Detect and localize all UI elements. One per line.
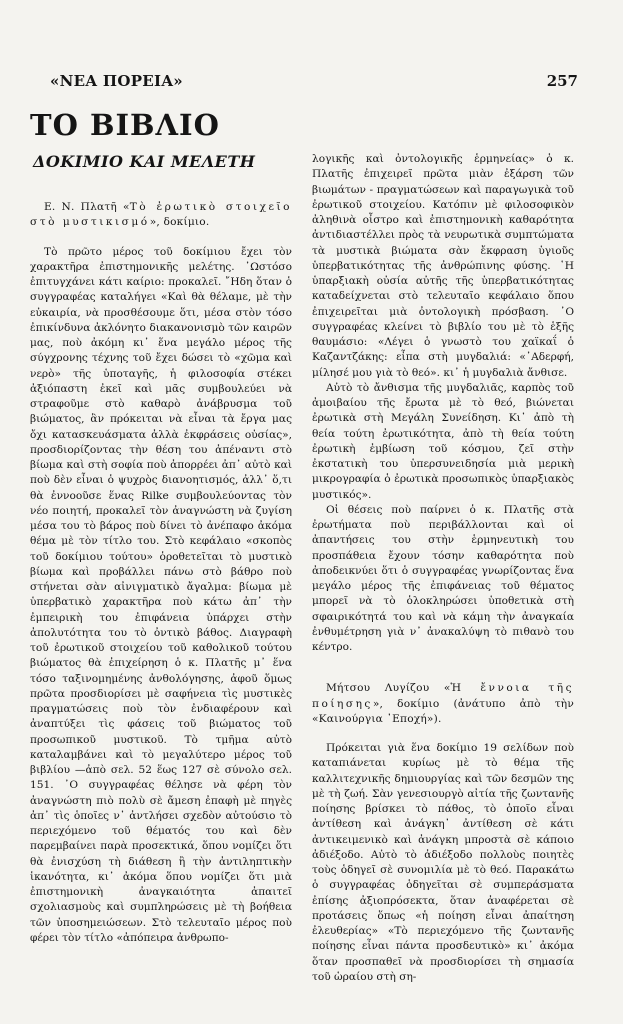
review2-heading [312,681,574,727]
review1-paragraph-2: λογικῆς καὶ ὀντολογικῆς ἑρμηνείας» ὁ κ. Πλατῆς ἐπιχειρεῖ πρῶτα μιὰν ἐξάρση τῶν βιωμάτων - πραγματώσεων καὶ παραγωγικὰ τοῦ ἐρωτικοῦ στοιχείου. Κατόπιν μὲ φιλοσοφικὸν ἀληθινὰ οἶστρο καὶ ἐπιστημονικὴ καθαρότητα ἀντιδιαστέλλει πρὸς τὰ νευρωτικὰ συμπτώματα τὰ μυστικὰ βιώματα σὰν ἔκφραση ὑγιοῦς ὑπερβατικότητας τῆς ἀνθρώπινης φύσης. ῾Η ὑπαρξιακὴ οὐσία αὐτῆς τῆς ὑπερβατικότητας καταδείχνεται στὸ τελευταῖο κεφάλαιο ὅπου ἐπιχειρεῖται μιὰ ὀντολογικὴ πρόσβαση. ᾽Ο συγγραφέας κλείνει τὸ βιβλίο του μὲ τὸ ἑξῆς θαυμάσιο: «Λέγει ὁ γνωστὸ του χαϊκαΐ ὁ Καζαντζάκης: εἶπα στὴ μυγδαλιά: «᾽Αδερφή, μίλησέ μου γιὰ τὸ θεό». κι᾽ ἡ μυγδαλιὰ ἄνθισε. [312,153,574,379]
page-header [50,72,578,92]
review1-paragraph-3: Αὐτὸ τὸ ἄνθισμα τῆς μυγδαλιᾶς, καρπὸς τοῦ ἀμοιβαίου τῆς ἔρωτα μὲ τὸ θεό, βιώνεται ἐρωτικὰ στὴ Μεγάλη Συνείδηση. Κι᾽ ἀπὸ τὴ θεία τούτη ἐρωτικότητα, ἀπὸ τὴ θεία τούτη ἐρωτικὴ ἐμβίωση τοῦ κόσμου, ζεῖ στὴν ἐκστατικὴ του ὑπερσυνειδησία μιὰ μερικὴ μικρογραφία ὁ ἐρωτικὰ προσωπικὸς ὑπαρξιακὸς μυστικός». [312,381,574,501]
review1-heading [30,200,292,231]
review1-author: Ε. Ν. Πλατῆ « [44,201,130,213]
review2-work-title: Ἡ ἔννοια τῆς ποίησης [312,682,575,710]
review1-work-title: Τὸ ἐρωτικὸ στοιχεῖο στὸ μυστικισμό [30,201,292,229]
section-subtitle: ΔΟΚΙΜΙΟ ΚΑΙ ΜΕΛΕΤΗ [33,152,256,171]
page-number: 257 [546,72,578,90]
right-column [312,152,574,985]
review2-paragraph-1: Πρόκειται γιὰ ἕνα δοκίμιο 19 σελίδων ποὺ καταπιάνεται κυρίως μὲ τὸ θέμα τῆς καλλιτεχνικῆς δημιουργίας καὶ τῶν δεσμῶν της μὲ τὴ ζωή. Σὰν γενεσιουργὸ αἰτία τῆς ζωντανῆς ποίησης βρίσκει τὸ πάθος, τὸ ὁποῖο εἶναι ἀντίθεση καὶ ἀνάγκη᾽ ἀντίθεση σὲ κάτι ἀντικειμενικὸ καὶ ἀνάγκη μπροστὰ σὲ κάποιο ἀδιέξοδο. Αὐτὸ τὸ ἀδιέξοδο πολλοὺς ποιητὲς τοὺς ὁδηγεῖ σὲ συνομιλία μὲ τὸ θεό. Παρακάτω ὁ συγγραφέας ὁδηγεῖται σὲ συμπεράσματα ἐπίσης ἀξιοπρόσεκτα, ὅταν ἀναφέρεται σὲ προτάσεις ὅπως «ἡ ποίηση εἶναι ἀπαίτηση ἐλευθερίας» «Τὸ περιεχόμενο τῆς ζωντανῆς ποίησης εἶναι πάντα προσδευτικὸ» κι᾽ ἀκόμα ὅταν προσπαθεῖ νὰ προσδιορίσει τὴ σημασία τοῦ ὡραίου στὴ ση- [312,742,574,983]
review1-paragraph-4: Οἱ θέσεις ποὺ παίρνει ὁ κ. Πλατῆς στὰ ἐρωτήματα ποὺ περιβάλλονται καὶ οἱ ἀπαντήσεις του στὴν ἑρμηνευτικὴ του προσπάθεια ἔχουν τόσην καθαρότητα ποὺ ἀποδεικνύει ὅτι ὁ συγγραφέας γνωρίζοντας ἕνα μεγάλο μέρος τῆς ἐπιφάνειας τοῦ θέματος μπορεῖ νὰ τὸ ὁλοκληρώσει ὑποθετικὰ στὴ σφαιρικότητά του καὶ νὰ κάμη τὴν ἀναγκαία ἐνθυμέτρηση γιὰ ν᾽ ἀνακαλύψη τὸ πιθανὸ του κέντρο. [312,503,574,653]
journal-name: «ΝΕΑ ΠΟΡΕΙΑ» [50,72,183,90]
section-title: ΤΟ ΒΙΒΛΙΟ [30,108,220,142]
review2-author: Μήτσου Λυγίζου « [326,682,451,695]
review1-genre: », δοκίμιο. [149,216,210,229]
left-column [30,200,292,946]
review1-paragraph-1: Τὸ πρῶτο μέρος τοῦ δοκίμιου ἔχει τὸν χαρακτῆρα ἐπιστημονικῆς μελέτης. ᾽Ωστόσο ἐπιτυγχάνει κάτι καίριο: προκαλεῖ. ῎Ηδη ὅταν ὁ συγγραφέας καταλήγει «Καὶ θὰ θέλαμε, μὲ τὴν εὐκαιρία, νὰ προσθέσουμε ὅτι, μέσα στὸν τόσο ἐπικίνδυνα ἀκλόνητο διακανονισμὸ τῶν καιρῶν μας, ποὺ ἀκόμη κι᾽ ἕνα μεγάλο μέρος τῆς σύγχρονης τέχνης τοῦ ἔχει δώσει τὸ «χῶμα καὶ νερὸ» τῆς ὑποταγῆς, ἡ φιλοσοφία στέκει ἀξιόπαστη ἐκεῖ καὶ μᾶς συμβουλεύει νὰ στραφοῦμε στὸ καθαρὸ ἀνάβρυσμα τοῦ βιώματος, ἂν πρόκειται νὰ εἶναι τὰ ἔργα μας ὄχι κατασκευάσματα ἀλλὰ ἐκφράσεις οὐσίας», προσδιορίζοντας τὴν θέση του ἀπέναντι στὸ βίωμα καὶ στὴ σοφία ποὺ ἀπορρέει ἀπ᾽ αὐτὸ καὶ ποὺ δὲν εἶναι ὁ ψυχρὸς διανοητισμός, ἀλλ᾽ ὅ,τι θὰ ἐννοοῦσε ἕνας Rilke συμβουλεύοντας τὸν νέο ποιητή, προκαλεῖ τὸν ἀναγνώστη νὰ ζυγίση μέσα του τὸ βάρος ποὺ δίνει τὸ ἀνέπαφο ἀκόμα θέμα μὲ τὸν τίτλο του. Στὸ κεφάλαιο «σκοπὸς τοῦ δοκίμιου τούτου» ὁροθετεῖται τὸ μυστικὸ βίωμα καὶ προβάλλει πάνω στὸ βάθρο ποὺ στήνεται σὰν αἰνιγματικὸ ἄγαλμα: βίωμα μὲ ὑπερβατικὸ χαρακτῆρα ποὺ κάτω ἀπ᾽ τὴν ἐμπειρικὴ του ἐπιφάνεια ὑπάρχει στὴν ἀπολυτότητα του τὸ ὀντικὸ βάθος. Διαγραφὴ τοῦ ἐρωτικοῦ στοιχείου τοῦ καθολικοῦ τούτου βιώματος θὰ ἐπιχείρηση ὁ κ. Πλατῆς μ᾽ ἕνα τόσο ταξινομημένης ἀνθολόγησης, ἀφοῦ ὅμως πρῶτα προσδιορίσει μὲ σαφήνεια τὶς μυστικὲς πραγματώσεις ποὺ τὸν ἐνδιαφέρουν καὶ ἀναπτύξει τὶς φάσεις τοῦ βιώματος τοῦ προσωπικοῦ μυστικοῦ. Τὸ τμῆμα αὐτὸ καταλαμβάνει καὶ τὸ μεγαλύτερο μέρος τοῦ βιβλίου —ἀπὸ σελ. 52 ἕως 127 σὲ σύνολο σελ. 151. ᾽Ο συγγραφέας θέλησε νὰ φέρη τὸν ἀναγνώστη πιὸ πολὺ σὲ ἄμεση ἐπαφὴ μὲ πηγὲς ἀπ᾽ τὶς ὁποῖες ν᾽ ἀντλήσει σχεδὸν αὐτούσιο τὸ περιεχόμενο τοῦ θέματός του καὶ δὲν παρεμβαίνει παρὰ προσεκτικά, ὅπου νομίζει ὅτι θὰ ἐνισχύση τὴ διάθεση ἢ τὴν ἀντιληπτικὴν ἱκανότητα, κι᾽ ἀκόμα ὅπου νομίζει ὅτι μιὰ ἐπιστημονικὴ ἀναγκαιότητα ἀπαιτεῖ σχολιασμοὺς καὶ συμπληρώσεις μὲ τὴ βοήθεια τῶν ὑποσημειώσεων. Στὸ τελευταῖο μέρος ποὺ φέρει τὸν τίτλο «ἀπόπειρα ἀνθρωπο- [30,245,292,944]
review2-genre: », δοκίμιο (ἀνάτυπο ἀπὸ τὴν «Καινούργια ᾽Εποχή»). [312,697,574,725]
review-separator [312,655,574,681]
